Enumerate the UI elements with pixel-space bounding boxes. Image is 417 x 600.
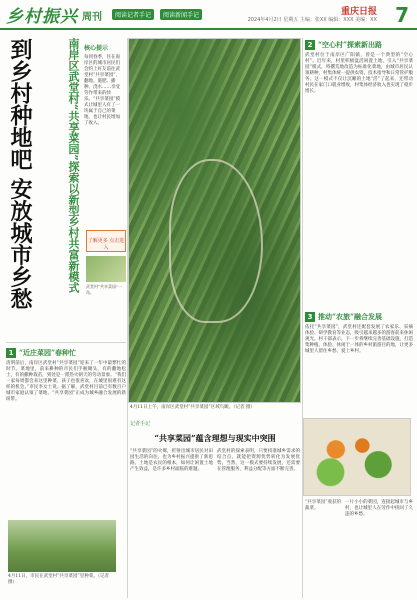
section-1-title: “近庄菜园”春种忙 (19, 348, 77, 357)
section-3-title: 推动“农旅”融合发展 (318, 312, 383, 321)
vegetable-caption: “共享菜园”收获的蔬菜。 (305, 500, 342, 511)
section-2-title: “空心村”探索新出路 (318, 40, 383, 49)
small-garden-photo (86, 256, 126, 282)
section-3-text: 依托“共享菜园”，武堂村还配套发展了农家乐、采摘体验、研学教育等业态，吸引越来越多的游客前来休闲观光。村干部表示，下一步将继续完善基础设施，打造集种植、体验、休闲于一体的乡村旅游目的地，让更多城里人留住乡愁、爱上乡村。 (305, 325, 413, 354)
main-headline: 到乡村种地吧 安放城市乡愁 (7, 38, 33, 310)
section-logo: 乡村振兴 (6, 7, 78, 27)
commentary-title: “共享菜园”蕴含理想与现实中突围 (154, 433, 276, 443)
closing-text: 一片小小的菜园，连接起城市与乡村，也让城里人在劳作中找回了久违的乡愁。 (345, 500, 413, 517)
aerial-photo-caption: 4月11日上午，南岸区武堂村“共享菜园”区域鸟瞰。（记者 摄） (130, 405, 255, 410)
section-2-text: 武堂村位于南岸区广阳镇，曾是一个典型的“空心村”。近年来，村里积极盘活闲置土地，引入“共享菜园”模式，将撂荒地改造为标准化菜地，由城市居民认领耕种，村集体统一提供农资、技术指导和日常管护服务。这一模式不仅让沉睡的土地“活”了起来，还带动村民在家门口就业增收，村集体经济收入也实现了稳步增长。 (305, 53, 413, 94)
lead-text: 每到春季，住在南岸区的城市居民们会约上好友前往武堂村“共享菜园”，翻地、施肥、播种、浇水……享受劳作带来的快乐。“共享菜园”模式让城里人有了一块属于自己的菜地，也让村民增加了收入。 (84, 55, 121, 126)
planting-photo (8, 520, 116, 572)
section-2 (305, 38, 413, 95)
section-3 (305, 310, 413, 355)
sub-headline: 南岸区武堂村“共享菜园”探索以新型乡村共富新模式 (67, 38, 80, 293)
lead-summary (84, 46, 124, 127)
weekly-label: 周刊 (82, 12, 102, 23)
masthead (0, 0, 417, 30)
commentary-text-a: “共享菜园”的火爆，折射出城市居民对田园生活的向往，也为乡村振兴提供了新思路。土地是农民的根本，如何让闲置土地产生效益，是许多乡村面临的难题。 (130, 449, 213, 472)
section-1-number: 1 (6, 348, 16, 358)
promo-box[interactable]: 了解更多 点击进入 (86, 230, 126, 252)
issue-date: 2024年4月2日 星期五 主编：张XX 编辑：XXX 美编：XX (247, 17, 377, 23)
newspaper-name: 重庆日报 (340, 7, 377, 17)
commentary-text-b: 武堂村的探索表明，只要找准城乡需求的结合点，就能把资源优势转化为发展优势。当然，这一模式要持续发展，还需要在管理服务、利益分配等方面不断完善。 (217, 449, 300, 472)
section-1 (6, 346, 126, 403)
lead-title: 核心提示 (84, 45, 109, 52)
section-1-text: 清明前后，南岸区武堂村“共享菜园”迎来了一年中最繁忙的时节。菜地里，前来耕种的市民们手握锄头，有的翻地松土，有的撒种栽苗，到处是一派热火朝天的劳动景象。“我们一家每周都会来这里种菜，孩子也很喜欢，在城里很难有这样的机会。”市民李女士说。据了解，武堂村目前已有数百户城市家庭认领了菜地，“共享菜园”正成为城乡融合发展的新纽带。 (6, 361, 126, 402)
vegetable-photo (303, 418, 411, 496)
section-3-number: 3 (305, 312, 315, 322)
section-2-number: 2 (305, 40, 315, 50)
column-divider (302, 38, 303, 598)
tag-news-notes[interactable]: 阅读新闻手记 (160, 9, 202, 20)
headline-column (6, 38, 66, 338)
page-number: 7 (395, 3, 409, 27)
tag-reporter-notes[interactable]: 阅读记者手记 (112, 9, 154, 20)
small-photo-caption: 武堂村“共享菜园”一角。 (86, 284, 123, 295)
planting-photo-caption: 4月11日，市民在武堂村“共享菜园”里种菜。（记者 摄） (8, 574, 109, 585)
column-divider (127, 38, 128, 598)
section-divider (6, 342, 126, 343)
aerial-photo (128, 38, 301, 403)
commentary-label: 记者手记 (130, 421, 151, 427)
commentary (130, 420, 300, 473)
